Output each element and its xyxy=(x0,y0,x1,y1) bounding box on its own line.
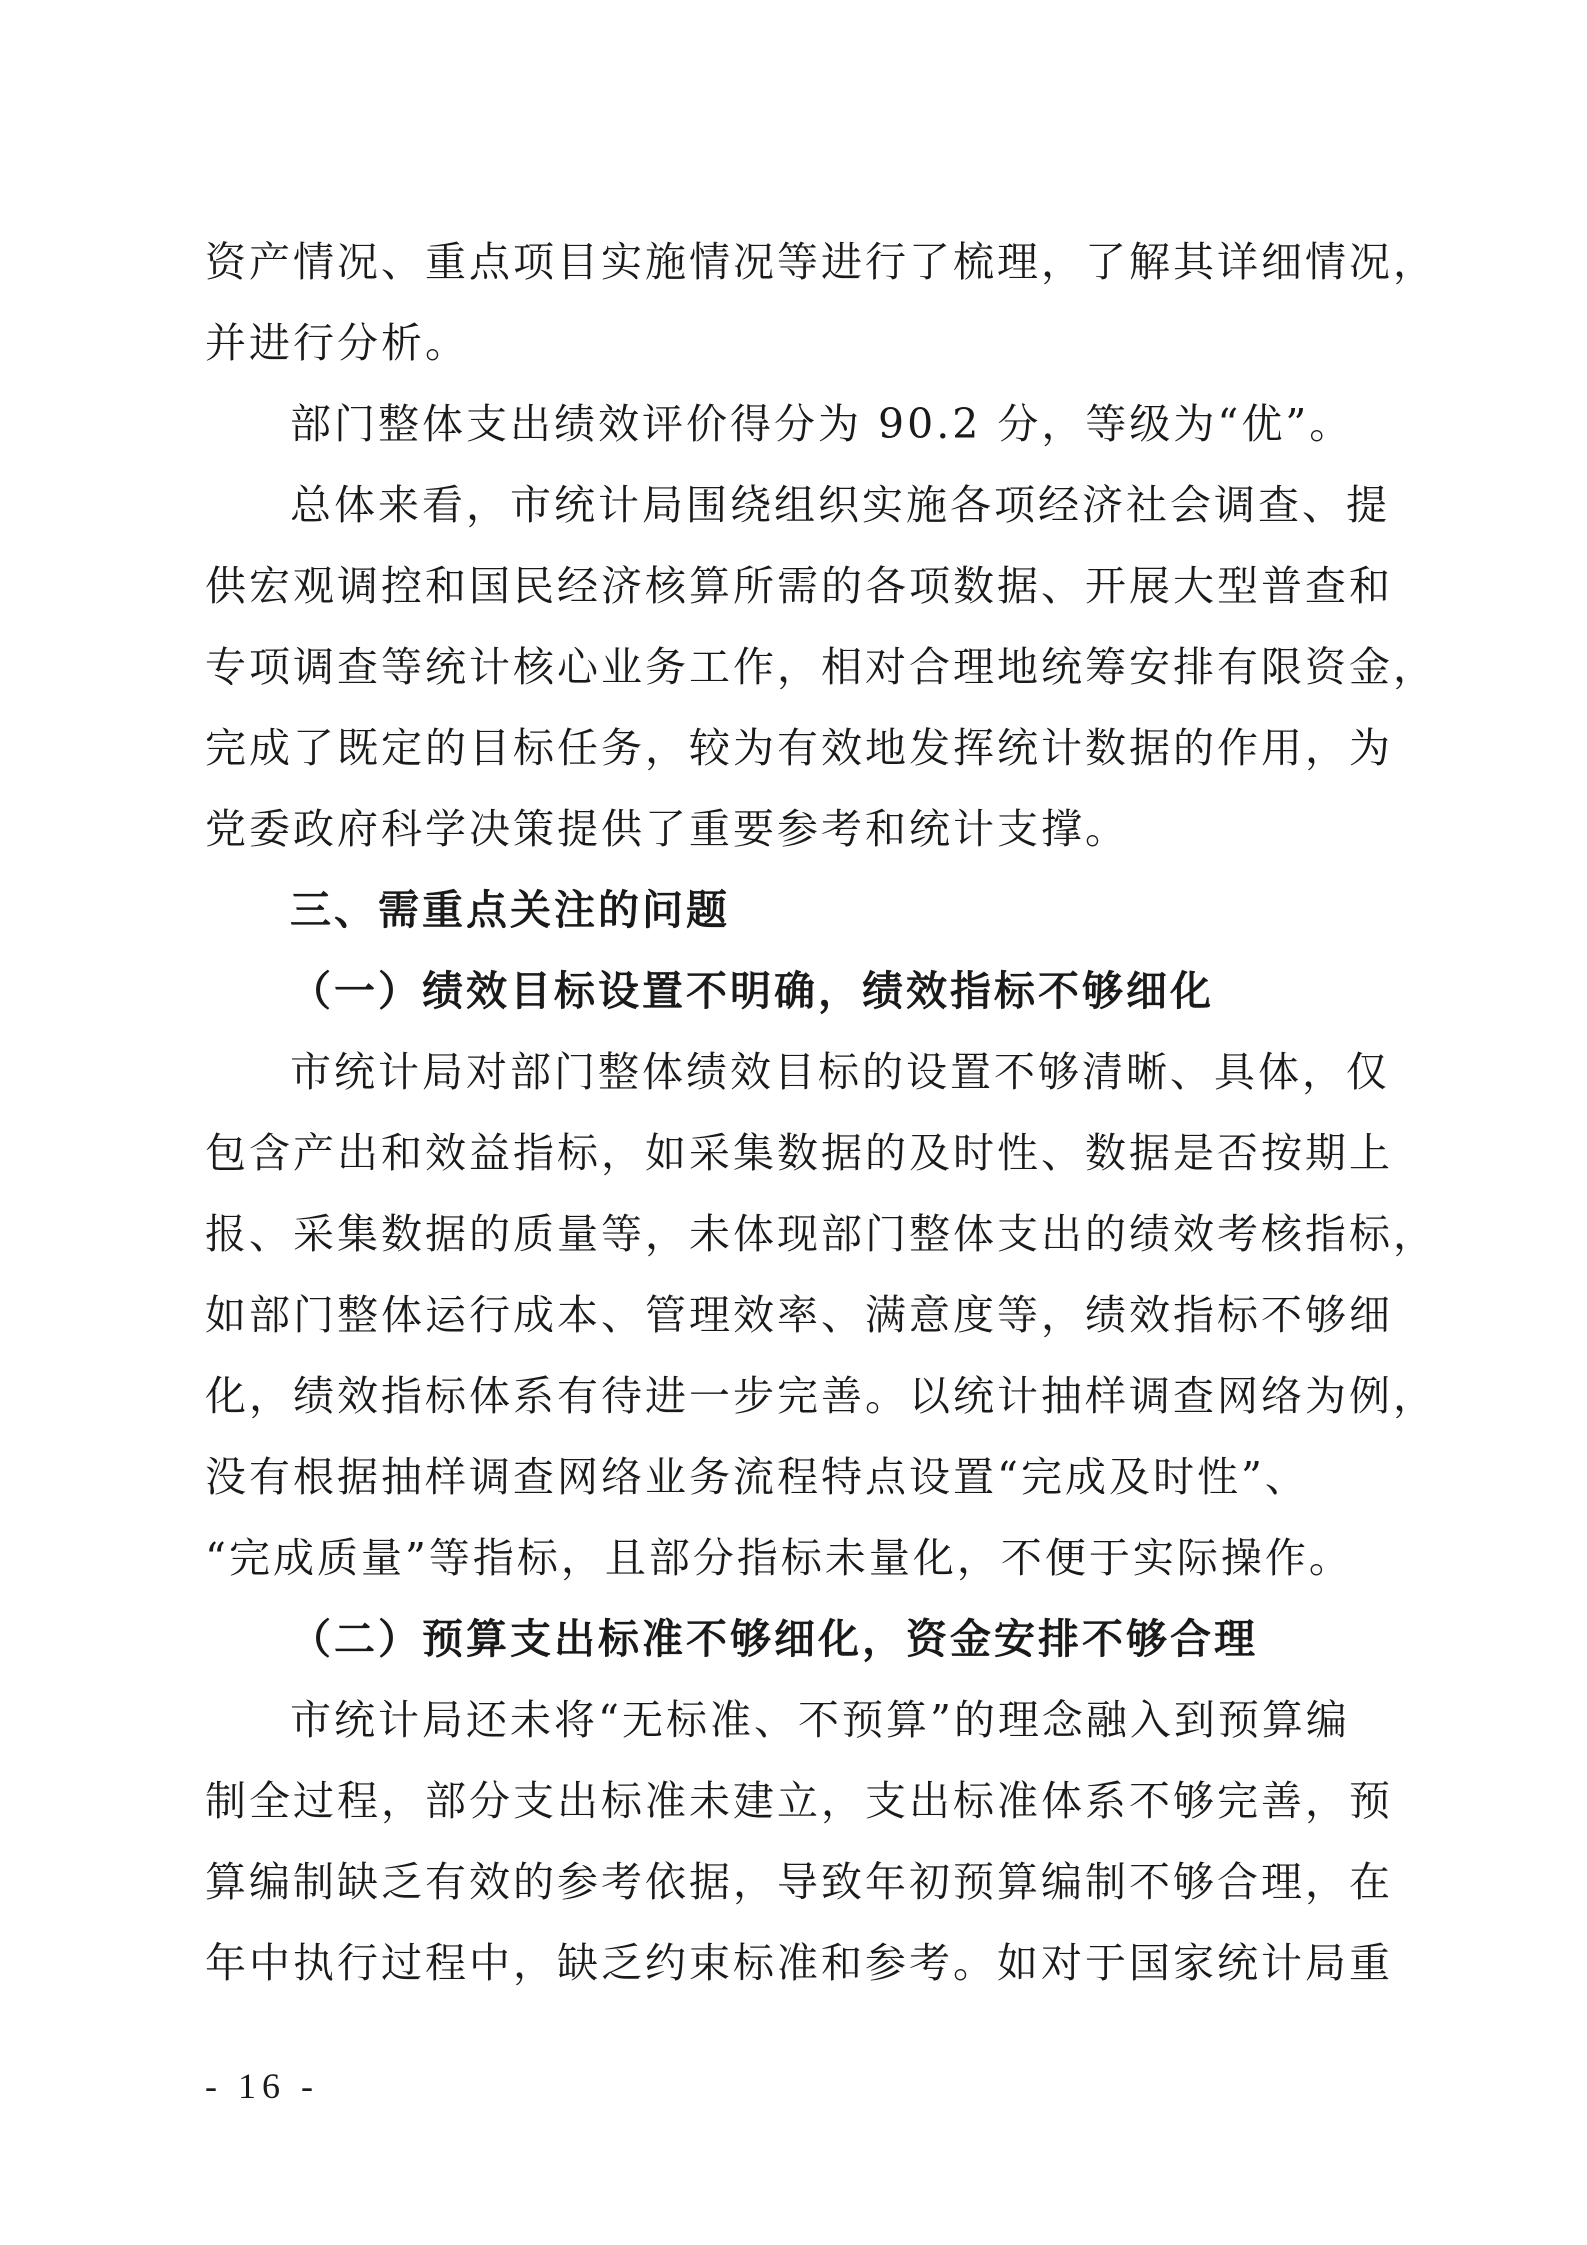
body-text-line: 如部门整体运行成本、管理效率、满意度等，绩效指标不够细 xyxy=(205,1291,1393,1339)
body-text-line: 市统计局对部门整体绩效目标的设置不够清晰、具体，仅 xyxy=(290,1048,1390,1096)
subsection-heading: （二）预算支出标准不够细化，资金安排不够合理 xyxy=(290,1615,1258,1663)
body-text-line: 总体来看，市统计局围绕组织实施各项经济社会调查、提 xyxy=(290,481,1390,529)
section-heading: 三、需重点关注的问题 xyxy=(290,886,730,934)
body-text-line: 制全过程，部分支出标准未建立，支出标准体系不够完善，预 xyxy=(205,1777,1393,1825)
body-text-line: 报、采集数据的质量等，未体现部门整体支出的绩效考核指标， xyxy=(205,1210,1437,1258)
body-text-line: 党委政府科学决策提供了重要参考和统计支撑。 xyxy=(205,805,1129,853)
body-text-line: “完成质量”等指标，且部分指标未量化，不便于实际操作。 xyxy=(205,1534,1353,1582)
body-text-line: 年中执行过程中，缺乏约束标准和参考。如对于国家统计局重 xyxy=(205,1939,1393,1987)
body-text-line: 算编制缺乏有效的参考依据，导致年初预算编制不够合理，在 xyxy=(205,1858,1393,1906)
body-text-line: 包含产出和效益指标，如采集数据的及时性、数据是否按期上 xyxy=(205,1129,1393,1177)
body-text-line: 专项调查等统计核心业务工作，相对合理地统筹安排有限资金， xyxy=(205,643,1437,691)
body-text-line: 化，绩效指标体系有待进一步完善。以统计抽样调查网络为例， xyxy=(205,1372,1437,1420)
page-number: - 16 - xyxy=(205,2066,319,2106)
body-text-line: 并进行分析。 xyxy=(205,319,469,367)
body-text-line: 部门整体支出绩效评价得分为 90.2 分，等级为“优”。 xyxy=(290,400,1354,448)
body-text-line: 完成了既定的目标任务，较为有效地发挥统计数据的作用，为 xyxy=(205,724,1393,772)
body-text-line: 供宏观调控和国民经济核算所需的各项数据、开展大型普查和 xyxy=(205,562,1393,610)
body-text-line: 没有根据抽样调查网络业务流程特点设置“完成及时性”、 xyxy=(205,1453,1309,1501)
body-text-line: 资产情况、重点项目实施情况等进行了梳理，了解其详细情况， xyxy=(205,238,1437,286)
subsection-heading: （一）绩效目标设置不明确，绩效指标不够细化 xyxy=(290,967,1214,1015)
body-text-line: 市统计局还未将“无标准、不预算”的理念融入到预算编 xyxy=(290,1696,1350,1744)
